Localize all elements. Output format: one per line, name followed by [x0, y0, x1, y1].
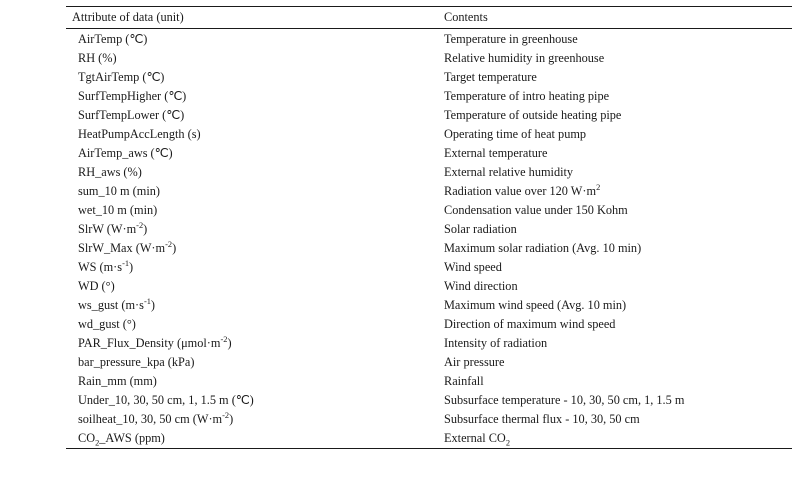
table-row	[66, 181, 792, 200]
table-row	[66, 200, 792, 219]
cell-attribute: RH (%)	[78, 50, 117, 65]
attribute-data-table	[66, 6, 792, 449]
table-row	[66, 219, 792, 238]
cell-contents: Maximum wind speed (Avg. 10 min)	[444, 297, 627, 312]
cell-attribute: wd_gust (°)	[78, 317, 136, 331]
cell-attribute: SurfTempLower (℃)	[78, 107, 185, 122]
cell-attribute: sum_10 m (min)	[78, 183, 160, 198]
cell-attribute: soilheat_10, 30, 50 cm $(W\cdot m^{-2})$	[78, 411, 234, 427]
cell-contents: Temperature of outside heating pipe	[444, 107, 622, 122]
cell-attribute: PAR_Flux_Density $(\mu mol\cdot m^{-2})$	[78, 334, 232, 351]
table-row	[66, 315, 792, 334]
cell-contents: Rainfall	[444, 374, 484, 389]
cell-contents: Operating time of heat pump	[444, 126, 587, 141]
column-header-contents: Contents	[438, 7, 792, 29]
table-row	[66, 124, 792, 143]
table-row	[66, 143, 792, 162]
cell-contents: External relative humidity	[444, 164, 574, 179]
cell-contents: Direction of maximum wind speed	[444, 317, 616, 331]
cell-contents: Solar radiation	[444, 221, 517, 236]
cell-attribute: Under_10, 30, 50 cm, 1, 1.5 m (℃)	[78, 393, 254, 408]
cell-attribute: SlrW $(W\cdot m^{-2})$	[78, 220, 148, 236]
cell-contents: Radiation value over 120 $W\cdot m^2$	[444, 182, 601, 198]
cell-attribute: WD (°)	[78, 278, 115, 293]
table-row	[66, 429, 792, 449]
table-row	[66, 48, 792, 67]
cell-contents: Intensity of radiation	[444, 336, 548, 351]
table-row	[66, 410, 792, 429]
cell-attribute: TgtAirTemp (℃)	[78, 69, 165, 84]
table-row	[66, 296, 792, 315]
table-row	[66, 258, 792, 277]
cell-attribute: ws_gust $(m\cdot s^{-1})$	[78, 296, 156, 312]
cell-attribute: SlrW_Max $(W\cdot m^{-2})$	[78, 239, 177, 255]
cell-attribute: SurfTempHigher (℃)	[78, 88, 187, 103]
cell-contents: Subsurface thermal flux - 10, 30, 50 cm	[444, 412, 640, 427]
table-header	[66, 7, 792, 29]
cell-attribute: RH_aws (%)	[78, 164, 142, 179]
cell-contents: Relative humidity in greenhouse	[444, 50, 605, 65]
cell-attribute: AirTemp (℃)	[78, 31, 148, 46]
cell-contents: External temperature	[444, 145, 548, 160]
cell-contents: Air pressure	[444, 355, 505, 370]
table-row	[66, 105, 792, 124]
table-row	[66, 29, 792, 49]
cell-contents: Temperature of intro heating pipe	[444, 88, 610, 103]
cell-attribute: WS $(m\cdot s^{-1})$	[78, 258, 134, 274]
cell-attribute: AirTemp_aws (℃)	[78, 145, 173, 160]
table-row	[66, 162, 792, 181]
table-row	[66, 86, 792, 105]
table-row	[66, 67, 792, 86]
table-header-row	[66, 7, 792, 29]
cell-attribute: HeatPumpAccLength (s)	[78, 126, 201, 141]
table-body	[66, 29, 792, 449]
cell-attribute: bar_pressure_kpa (kPa)	[78, 355, 195, 370]
table-row	[66, 238, 792, 257]
cell-contents: Maximum solar radiation (Avg. 10 min)	[444, 240, 642, 255]
table-row	[66, 334, 792, 353]
cell-contents: Wind direction	[444, 278, 518, 293]
cell-attribute: Rain_mm (mm)	[78, 374, 157, 389]
table-row	[66, 372, 792, 391]
cell-attribute: $CO_2\_AWS$ (ppm)	[66, 429, 438, 449]
cell-attribute: wet_10 m (min)	[78, 202, 158, 217]
column-header-attribute: Attribute of data (unit)	[66, 7, 438, 29]
cell-contents: Subsurface temperature - 10, 30, 50 cm, 1, 1.5 m	[444, 393, 685, 408]
table-row	[66, 277, 792, 296]
table-row	[66, 353, 792, 372]
cell-contents: Wind speed	[444, 259, 502, 274]
table-row	[66, 391, 792, 410]
cell-contents: External $CO_2$	[438, 429, 792, 449]
cell-contents: Condensation value under 150 Kohm	[444, 202, 628, 217]
cell-contents: Temperature in greenhouse	[444, 31, 578, 46]
cell-contents: Target temperature	[444, 69, 537, 84]
document-page	[0, 6, 800, 496]
